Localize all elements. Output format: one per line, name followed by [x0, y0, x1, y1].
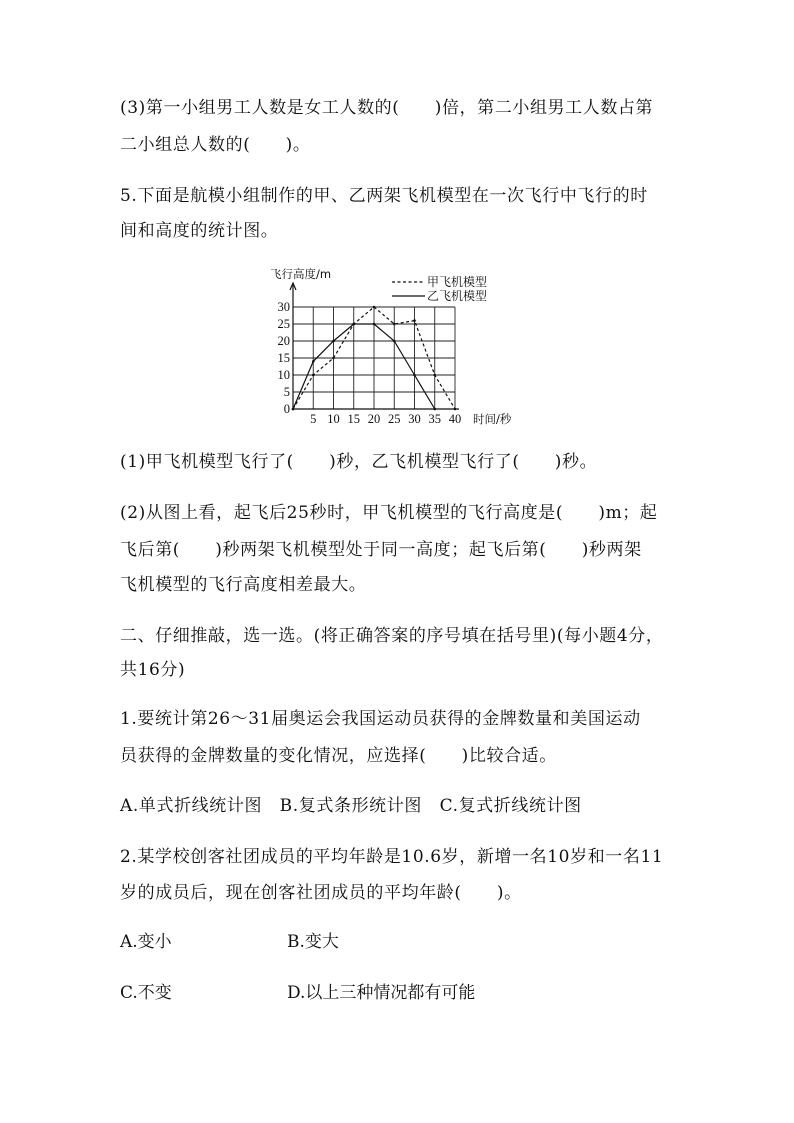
data-point: [393, 340, 396, 343]
section-2-heading-line-1: 二、仔细推敲，选一选。(将正确答案的序号填在括号里)(每小题4分，: [120, 626, 664, 646]
y-tick-label: 30: [277, 300, 290, 314]
question-5-sub-2-line-1: (2)从图上看，起飞后25秒时，甲飞机模型的飞行高度是( )m；起: [120, 503, 658, 523]
x-tick-label: 20: [367, 412, 381, 426]
section-2-heading-line-2: 共16分): [120, 660, 186, 680]
data-point: [352, 323, 355, 326]
data-point: [292, 408, 295, 411]
mc-1-options: A.单式折线统计图 B.复式条形统计图 C.复式折线统计图: [120, 796, 582, 816]
data-point: [454, 408, 457, 411]
data-point: [312, 360, 315, 363]
question-5-line-1: 5.下面是航模小组制作的甲、乙两架飞机模型在一次飞行中飞行的时: [120, 186, 648, 206]
data-point: [433, 374, 436, 377]
data-point: [393, 323, 396, 326]
mc-2-option-b: B.变大: [287, 932, 339, 952]
x-tick-label: 25: [388, 412, 401, 426]
mc-1-line-1: 1.要统计第26～31届奥运会我国运动员获得的金牌数量和美国运动: [120, 709, 641, 729]
y-axis-label: 飞行高度/m: [270, 267, 332, 281]
question-3-line-1: (3)第一小组男工人数是女工人数的( )倍，第二小组男工人数占第: [120, 98, 654, 118]
mc-2-option-c: C.不变: [120, 983, 172, 1003]
x-tick-label: 40: [448, 412, 462, 426]
x-tick-label: 15: [347, 412, 360, 426]
question-5-line-2: 间和高度的统计图。: [120, 221, 279, 241]
data-point: [373, 306, 376, 309]
y-tick-label: 25: [277, 317, 290, 331]
y-tick-label: 10: [277, 368, 290, 382]
data-point: [413, 319, 416, 322]
mc-2-line-2: 岁的成员后，现在创客社团成员的平均年龄( )。: [120, 883, 522, 903]
question-5-sub-2-line-3: 飞机模型的飞行高度相差最大。: [120, 575, 367, 595]
question-5-sub-1: (1)甲飞机模型飞行了( )秒，乙飞机模型飞行了( )秒。: [120, 452, 598, 472]
mc-2-option-d: D.以上三种情况都有可能: [287, 983, 476, 1003]
mc-2-line-1: 2.某学校创客社团成员的平均年龄是10.6岁，新增一名10岁和一名11: [120, 847, 664, 867]
x-tick-label: 30: [408, 412, 421, 426]
chart-labels: [270, 267, 512, 426]
mc-2-option-a: A.变小: [120, 932, 172, 952]
y-tick-label: 5: [283, 385, 290, 399]
legend-label-1: 乙飞机模型: [427, 289, 488, 303]
x-tick-label: 5: [310, 412, 317, 426]
x-axis-label: 时间/秒: [473, 412, 512, 426]
data-point: [413, 374, 416, 377]
question-5-sub-2-line-2: 飞后第( )秒两架飞机模型处于同一高度；起飞后第( )秒两架: [120, 540, 642, 560]
x-tick-label: 35: [428, 412, 441, 426]
flight-height-chart: [262, 262, 512, 432]
legend-label-0: 甲飞机模型: [427, 275, 488, 289]
mc-1-line-2: 员获得的金牌数量的变化情况，应选择( )比较合适。: [120, 746, 557, 766]
data-point: [312, 374, 315, 377]
data-point: [433, 408, 436, 411]
series-line-1: [293, 324, 435, 409]
y-tick-label: 0: [283, 402, 290, 416]
data-point: [332, 340, 335, 343]
question-3-line-2: 二小组总人数的( )。: [120, 135, 311, 155]
y-tick-label: 20: [277, 334, 290, 348]
data-point: [332, 357, 335, 360]
data-point: [373, 323, 376, 326]
y-tick-label: 15: [277, 351, 290, 365]
x-tick-label: 10: [327, 412, 340, 426]
